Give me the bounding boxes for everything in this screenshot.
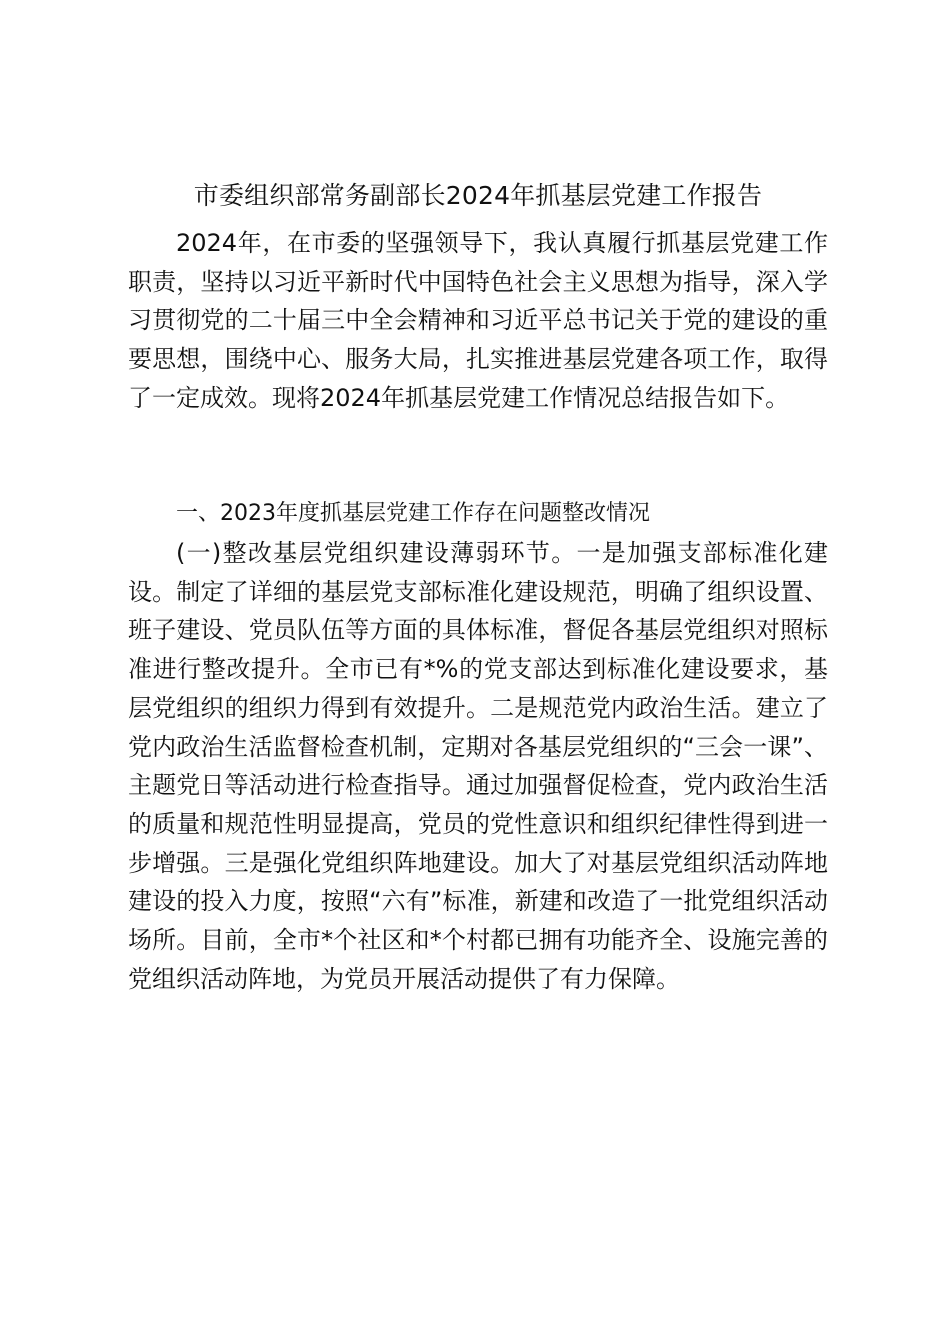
document-title: 市委组织部常务副部长2024年抓基层党建工作报告 [193, 181, 763, 210]
section-heading: 一、2023年度抓基层党建工作存在问题整改情况 [176, 501, 650, 526]
section-body-paragraph: (一)整改基层党组织建设薄弱环节。一是加强支部标准化建设。制定了详细的基层党支部标准化建设规范，明确了组织设置、班子建设、党员队伍等方面的具体标准，督促各基层党组织对照标准进行整改提升。全市已有*%的党支部达到标准化建设要求，基层党组织的组织力得到有效提升。二是规范党内政治生活。建立了党内政治生活监督检查机制，定期对各基层党组织的“三会一课”、主题党日等活动进行检查指导。通过加强督促检查，党内政治生活的质量和规范性明显提高，党员的党性意识和组织纪律性得到进一步增强。三是强化党组织阵地建设。加大了对基层党组织活动阵地建设的投入力度，按照“六有”标准，新建和改造了一批党组织活动场所。目前，全市*个社区和*个村都已拥有功能齐全、设施完善的党组织活动阵地，为党员开展活动提供了有力保障。 [128, 539, 828, 993]
intro-paragraph: 2024年，在市委的坚强领导下，我认真履行抓基层党建工作职责，坚持以习近平新时代中国特色社会主义思想为指导，深入学习贯彻党的二十届三中全会精神和习近平总书记关于党的建设的重要思想，围绕中心、服务大局，扎实推进基层党建各项工作，取得了一定成效。现将2024年抓基层党建工作情况总结报告如下。 [128, 229, 828, 412]
